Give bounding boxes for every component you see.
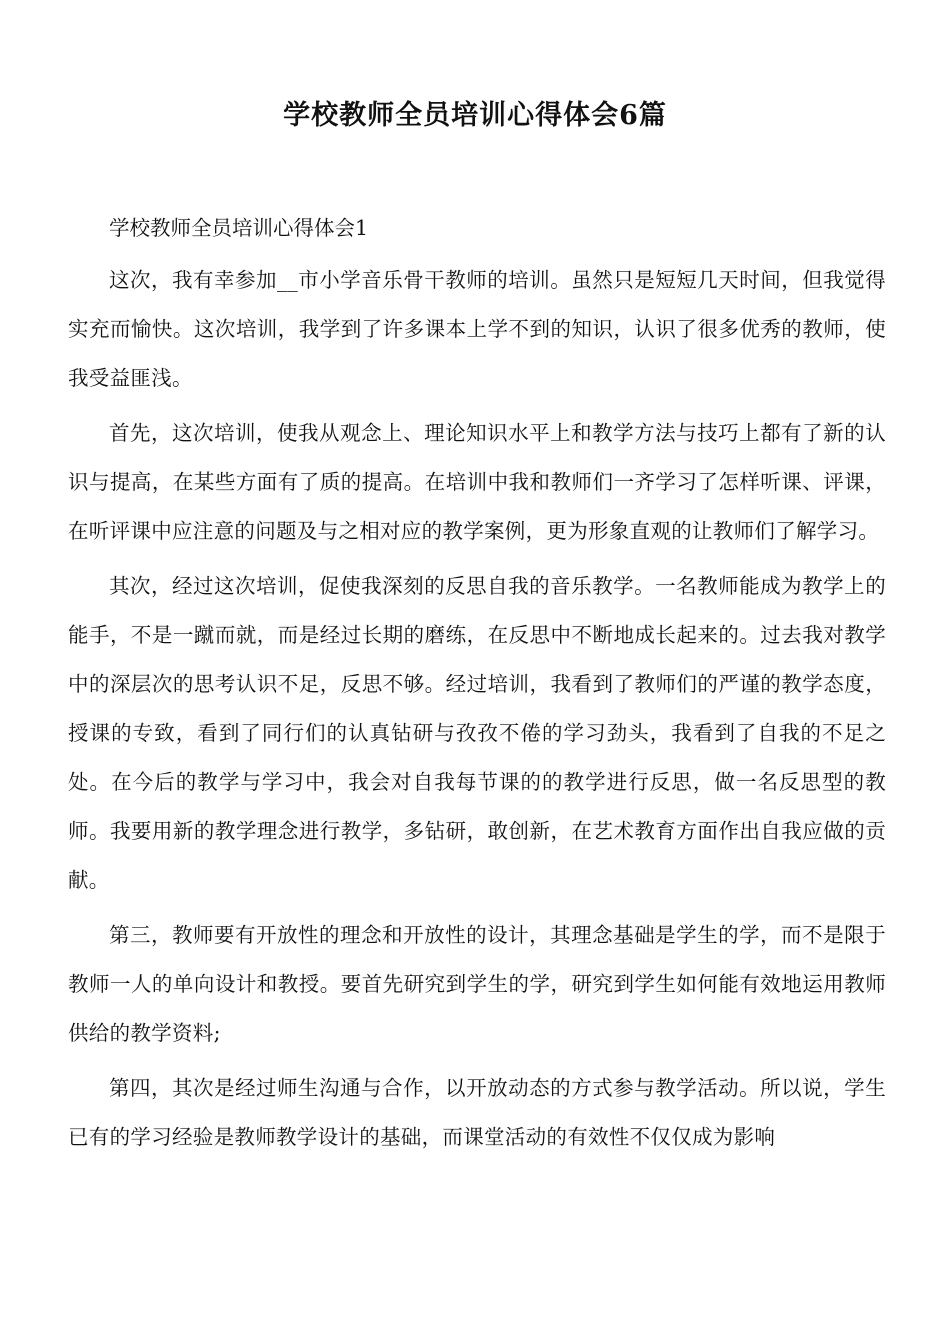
document-body [68,206,886,1168]
paragraph-1: 这次，我有幸参加__市小学音乐骨干教师的培训。虽然只是短短几天时间，但我觉得实充而愉快。这次培训，我学到了许多课本上学不到的知识，认识了很多优秀的教师，使我受益匪浅。 [68,268,886,390]
paragraph-3: 其次，经过这次培训，促使我深刻的反思自我的音乐教学。一名教师能成为教学上的能手，不是一蹴而就，而是经过长期的磨练，在反思中不断地成长起来的。过去我对教学中的深层次的思考认识不足，反思不够。经过培训，我看到了教师们的严谨的教学态度，授课的专致，看到了同行们的认真钻研与孜孜不倦的学习劲头，我看到了自我的不足之处。在今后的教学与学习中，我会对自我每节课的的教学进行反思，做一名反思型的教师。我要用新的教学理念进行教学，多钻研，敢创新，在艺术教育方面作出自我应做的贡献。 [68,574,886,892]
document-title: 学校教师全员培训心得体会6篇 [283,100,667,131]
paragraph-5: 第四，其次是经过师生沟通与合作，以开放动态的方式参与教学活动。所以说，学生已有的学习经验是教师教学设计的基础，而课堂活动的有效性不仅仅成为影响 [68,1076,886,1149]
section-heading: 学校教师全员培训心得体会1 [109,216,369,240]
paragraph-4: 第三，教师要有开放性的理念和开放性的设计，其理念基础是学生的学，而不是限于教师一人的单向设计和教授。要首先研究到学生的学，研究到学生如何能有效地运用教师供给的教学资料; [68,923,886,1045]
paragraph-2: 首先，这次培训，使我从观念上、理论知识水平上和教学方法与技巧上都有了新的认识与提高，在某些方面有了质的提高。在培训中我和教师们一齐学习了怎样听课、评课，在听评课中应注意的问题及与之相对应的教学案例，更为形象直观的让教师们了解学习。 [68,421,886,543]
